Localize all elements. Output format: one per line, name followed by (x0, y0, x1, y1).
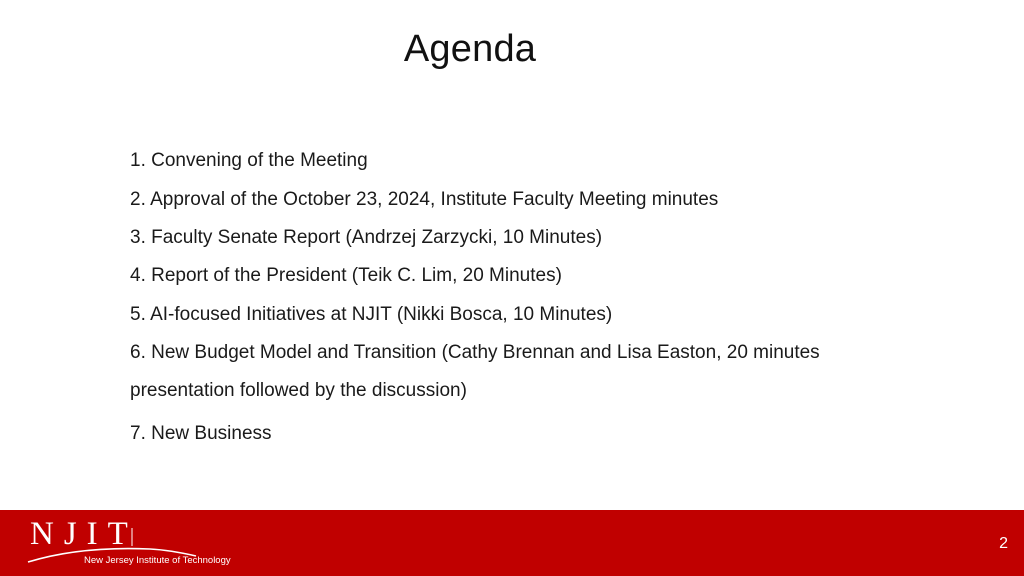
page-number: 2 (999, 535, 1008, 552)
njit-logo (20, 516, 250, 572)
agenda-item-1: 1. Convening of the Meeting (130, 150, 368, 171)
agenda-item-5: 5. AI-focused Initiatives at NJIT (Nikki Bosca, 10 Minutes) (130, 304, 613, 325)
agenda-item-2: 2. Approval of the October 23, 2024, Institute Faculty Meeting minutes (130, 189, 719, 210)
agenda-item-3: 3. Faculty Senate Report (Andrzej Zarzycki, 10 Minutes) (130, 227, 603, 248)
slide-title: Agenda (403, 28, 537, 70)
agenda-item-6: 6. New Budget Model and Transition (Cathy Brennan and Lisa Easton, 20 minutes (130, 342, 820, 363)
agenda-item-4: 4. Report of the President (Teik C. Lim, 20 Minutes) (130, 265, 562, 286)
agenda-item-6-continued: presentation followed by the discussion) (130, 380, 467, 401)
footer-bar (0, 510, 1024, 576)
logo-subtitle: New Jersey Institute of Technology (84, 555, 231, 566)
agenda-item-7: 7. New Business (130, 423, 272, 444)
logo-wordmark: NJIT (30, 516, 138, 552)
